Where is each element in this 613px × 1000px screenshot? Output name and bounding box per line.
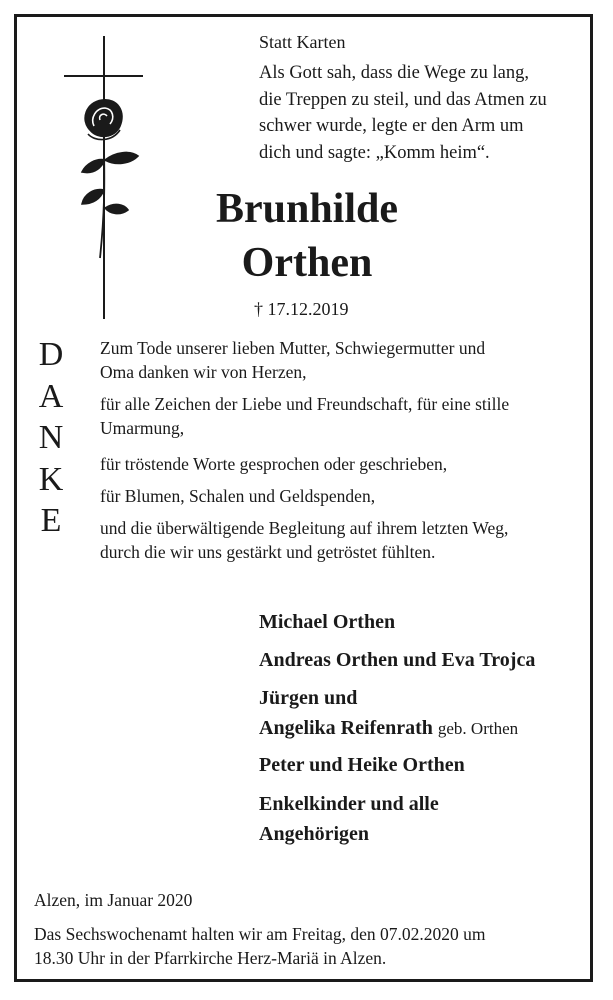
poem-line: dich und sagte: „Komm heim“. (259, 142, 490, 163)
place-date: Alzen, im Januar 2020 (34, 890, 193, 910)
deceased-first-name: Brunhilde (215, 186, 399, 232)
danke-letter: A (38, 377, 64, 415)
thanks-line: Umarmung, (100, 418, 185, 438)
poem (259, 60, 569, 166)
signature-peter-heike: Peter und Heike Orthen (259, 754, 465, 776)
cross-horizontal-bar (64, 75, 143, 77)
poem-line: die Treppen zu steil, und das Atmen zu (259, 89, 547, 110)
signature-michael: Michael Orthen (259, 611, 396, 633)
danke-letter: D (38, 336, 64, 373)
signature-line: Jürgen und (259, 687, 358, 709)
death-date: † 17.12.2019 (254, 299, 349, 319)
thanks-paragraph-4: für Blumen, Schalen und Geldspenden, (100, 486, 376, 506)
thanks-line: Oma danken wir von Herzen, (100, 362, 307, 382)
poem-line: Als Gott sah, dass die Wege zu lang, (259, 63, 529, 83)
poem-line: schwer wurde, legte er den Arm um (259, 116, 524, 136)
danke-letter: N (38, 419, 64, 456)
danke-letter: E (40, 502, 62, 539)
thanks-line: Zum Tode unserer lieben Mutter, Schwiegermutter und (100, 338, 486, 358)
maiden-name: geb. Orthen (437, 719, 519, 738)
signature-line: Enkelkinder und alle (259, 793, 439, 815)
rose-icon (60, 90, 150, 260)
mass-notice (34, 922, 579, 970)
danke-letter: K (38, 460, 64, 498)
thanks-paragraph-3: für tröstende Worte gesprochen oder geschrieben, (100, 454, 448, 474)
thanks-line: durch die wir uns gestärkt und getröstet fühlten. (100, 542, 436, 562)
deceased-last-name: Orthen (241, 240, 373, 286)
statt-karten: Statt Karten (259, 32, 346, 52)
signature-line (259, 713, 518, 744)
signature-grandchildren (259, 789, 439, 849)
signature-line: Angehörigen (259, 823, 369, 845)
thanks-line: für alle Zeichen der Liebe und Freundschaft, für eine stille (100, 394, 510, 414)
thanks-line: und die überwältigende Begleitung auf ihrem letzten Weg, (100, 518, 509, 538)
thanks-paragraph-5 (100, 516, 580, 564)
notice-line: 18.30 Uhr in der Pfarrkirche Herz-Mariä in Alzen. (34, 948, 387, 968)
danke-vertical (34, 334, 68, 542)
notice-line: Das Sechswochenamt halten wir am Freitag, den 07.02.2020 um (34, 924, 486, 944)
signature-andreas-eva: Andreas Orthen und Eva Trojca (259, 649, 536, 671)
thanks-paragraph-1 (100, 336, 580, 384)
signature-juergen-angelika (259, 683, 518, 744)
signature-name: Angelika Reifenrath (259, 717, 433, 739)
thanks-paragraph-2 (100, 392, 580, 440)
